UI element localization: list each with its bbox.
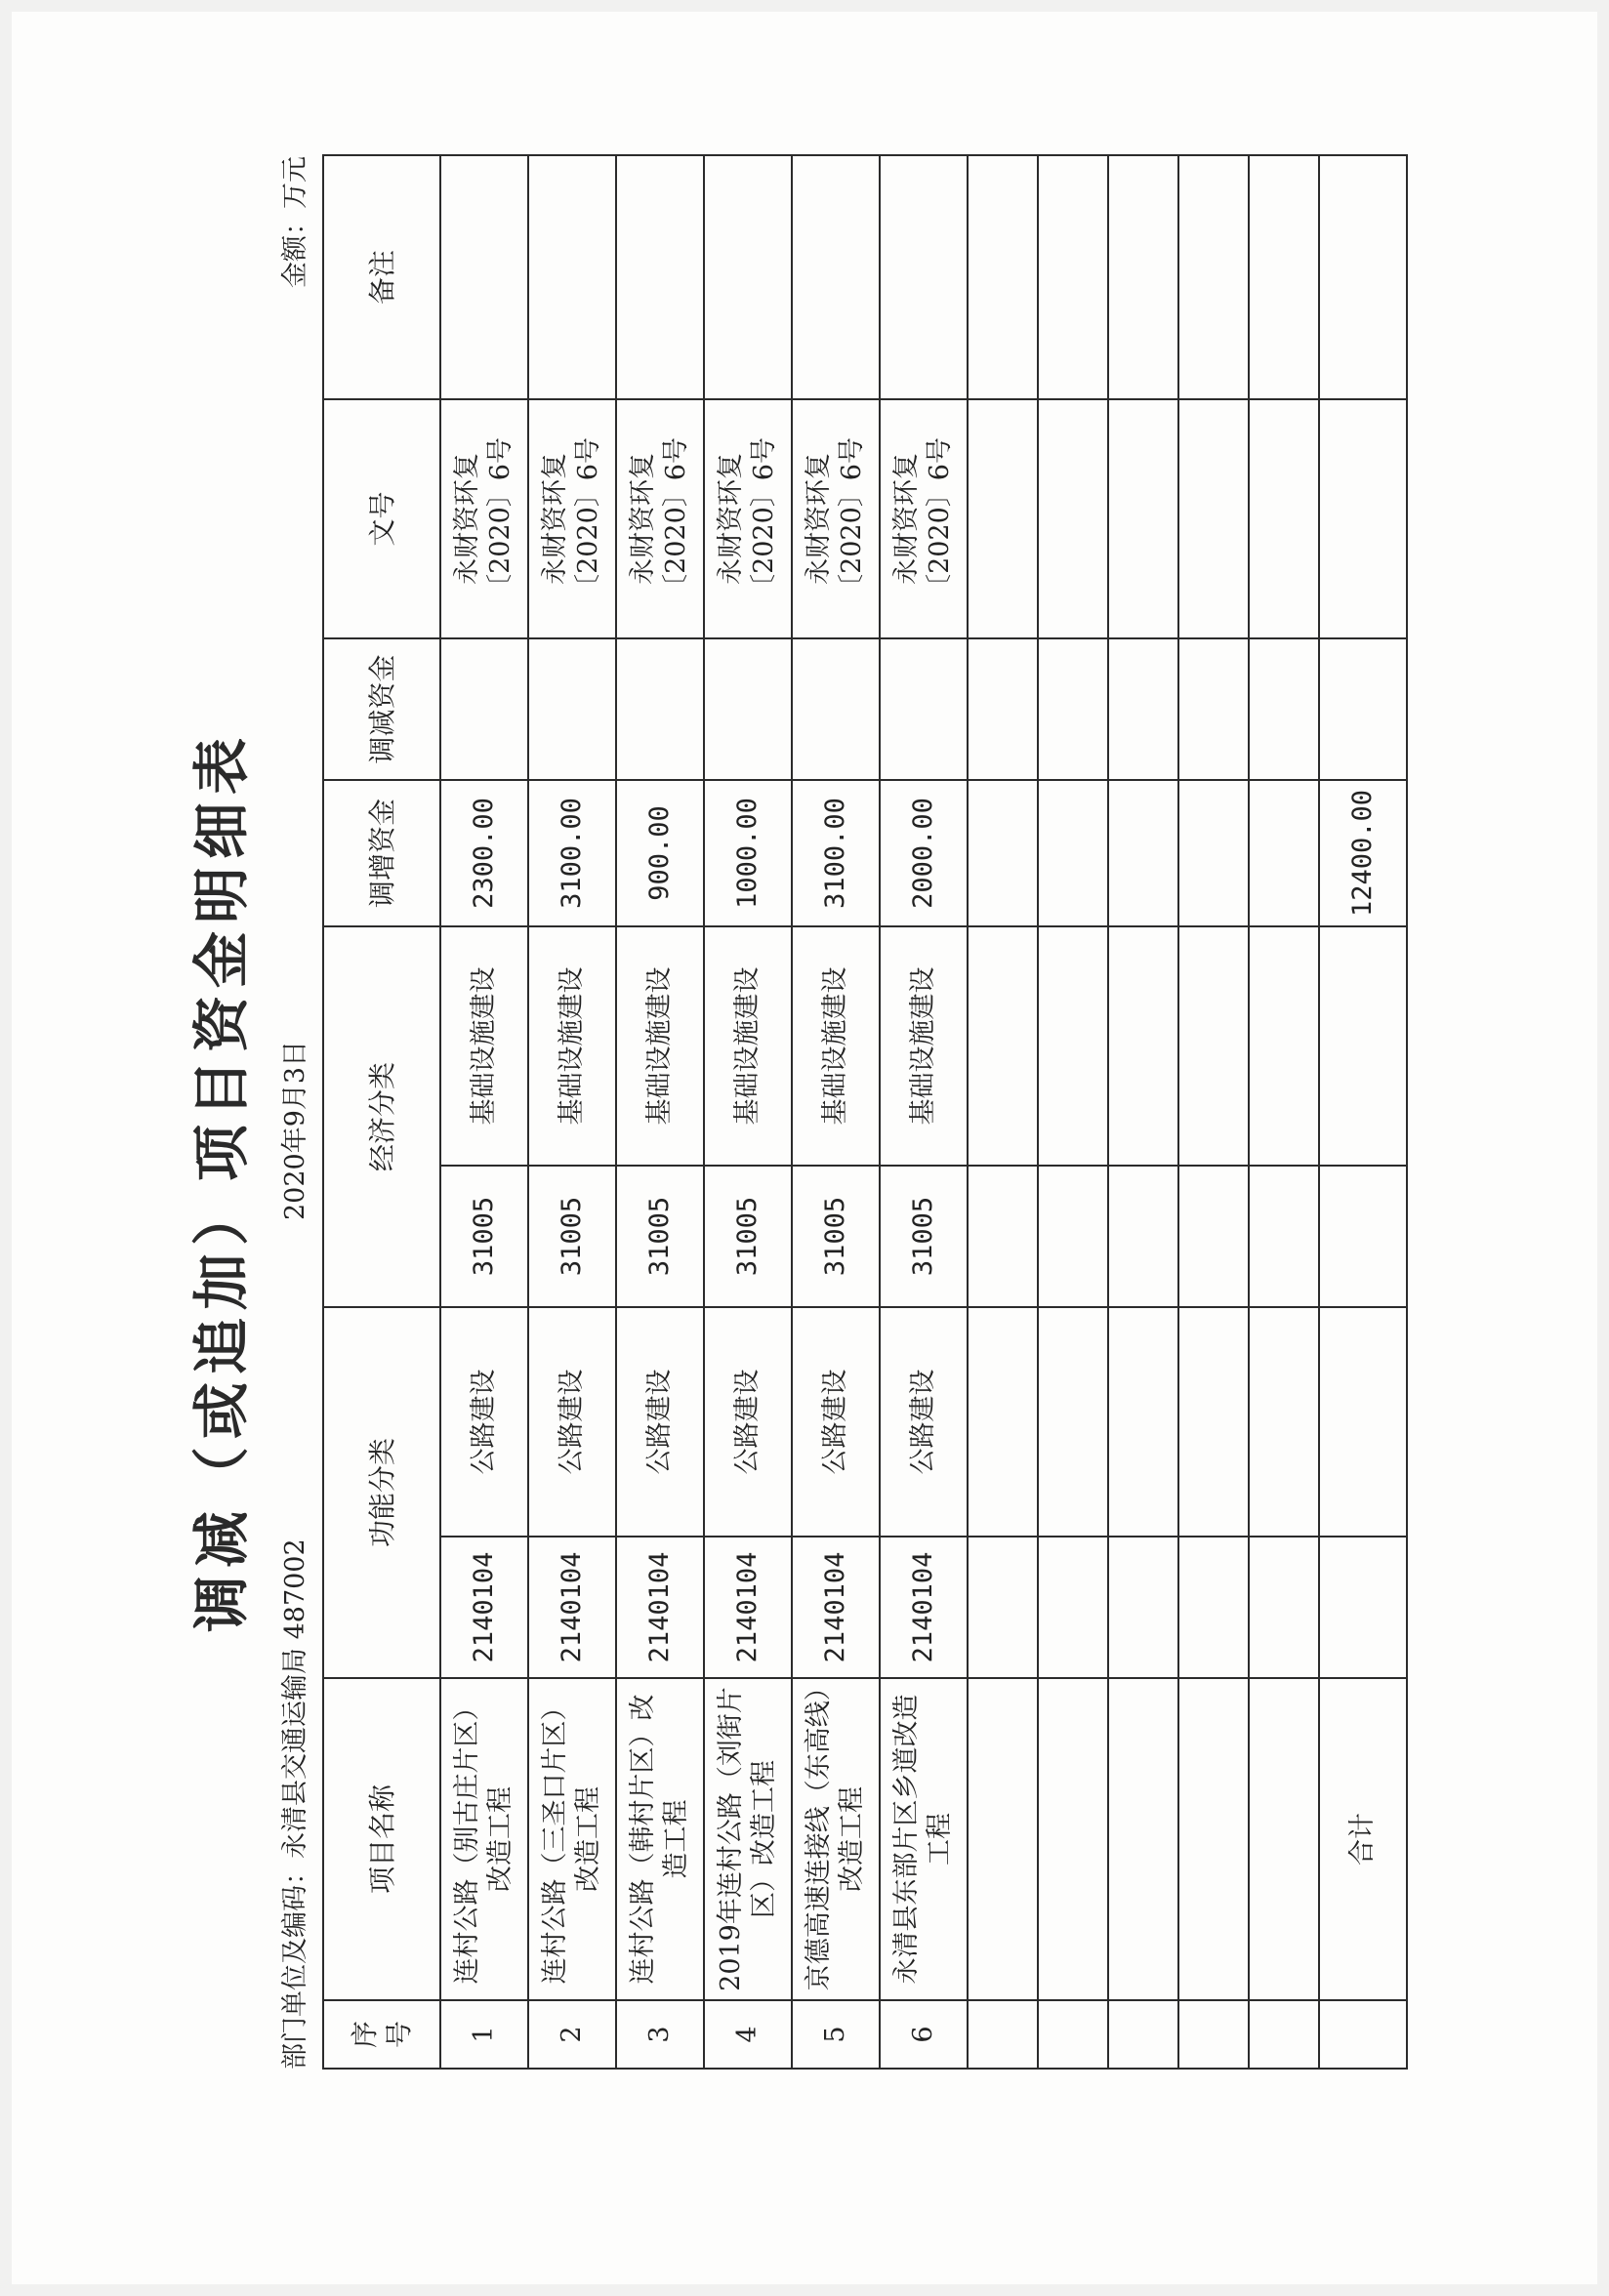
header-remark: 备注 [323, 155, 440, 399]
dept-info [273, 1538, 311, 2070]
table-row [880, 155, 968, 2069]
header-doc-no: 文号 [323, 399, 440, 638]
cell-remark [440, 155, 528, 399]
cell-func-name: 公路建设 [616, 1307, 704, 1537]
table-row [616, 155, 704, 2069]
cell-func-code: 2140104 [880, 1537, 968, 1678]
header-decrease: 调减资金 [323, 638, 440, 780]
cell-econ-code: 31005 [792, 1166, 880, 1307]
cell-seq: 3 [616, 2000, 704, 2069]
fund-detail-table [322, 154, 1408, 2070]
cell-project-name: 连村公路（韩村片区）改造工程 [616, 1678, 704, 2000]
dept-value: 永清县交通运输局 487002 [280, 1538, 310, 1859]
total-label: 合计 [1319, 1678, 1407, 2000]
cell-remark [528, 155, 616, 399]
cell-doc-no: 永财资环复〔2020〕6号 [792, 399, 880, 638]
amount-unit: 金额：万元 [280, 156, 310, 288]
table-row [792, 155, 880, 2069]
cell-econ-code: 31005 [880, 1166, 968, 1307]
empty-row [1249, 155, 1319, 2069]
table-row [440, 155, 528, 2069]
empty-row [1108, 155, 1178, 2069]
page-title: 调减（或追加）项目资金明细表 [188, 730, 255, 1633]
cell-increase: 2300.00 [440, 780, 528, 926]
cell-doc-no: 永财资环复〔2020〕6号 [528, 399, 616, 638]
cell-func-name: 公路建设 [704, 1307, 792, 1537]
header-name: 项目名称 [323, 1678, 440, 2000]
document-sheet [176, 98, 1582, 2109]
cell-project-name: 连村公路（别古庄片区）改造工程 [440, 1678, 528, 2000]
cell-econ-name: 基础设施建设 [528, 926, 616, 1166]
table-header-row [323, 155, 440, 2069]
cell-func-code: 2140104 [528, 1537, 616, 1678]
cell-decrease [880, 638, 968, 780]
total-row [1319, 155, 1407, 2069]
cell-increase: 3100.00 [792, 780, 880, 926]
cell-seq: 1 [440, 2000, 528, 2069]
cell-econ-name: 基础设施建设 [440, 926, 528, 1166]
cell-increase: 1000.00 [704, 780, 792, 926]
cell-func-name: 公路建设 [880, 1307, 968, 1537]
cell-econ-name: 基础设施建设 [704, 926, 792, 1166]
cell-func-code: 2140104 [616, 1537, 704, 1678]
cell-econ-code: 31005 [616, 1166, 704, 1307]
cell-func-code: 2140104 [704, 1537, 792, 1678]
cell-increase: 900.00 [616, 780, 704, 926]
cell-project-name: 连村公路（三圣口片区）改造工程 [528, 1678, 616, 2000]
empty-row [1178, 155, 1249, 2069]
cell-decrease [704, 638, 792, 780]
cell-doc-no: 永财资环复〔2020〕6号 [616, 399, 704, 638]
cell-remark [792, 155, 880, 399]
cell-econ-code: 31005 [528, 1166, 616, 1307]
cell-func-code: 2140104 [792, 1537, 880, 1678]
cell-func-code: 2140104 [440, 1537, 528, 1678]
cell-increase: 3100.00 [528, 780, 616, 926]
cell-func-name: 公路建设 [792, 1307, 880, 1537]
cell-remark [880, 155, 968, 399]
cell-decrease [616, 638, 704, 780]
table-row [704, 155, 792, 2069]
cell-econ-code: 31005 [704, 1166, 792, 1307]
header-seq: 序号 [323, 2000, 440, 2069]
cell-seq: 5 [792, 2000, 880, 2069]
table-row [528, 155, 616, 2069]
cell-doc-no: 永财资环复〔2020〕6号 [440, 399, 528, 638]
cell-remark [616, 155, 704, 399]
cell-seq: 4 [704, 2000, 792, 2069]
document-date: 2020年9月3日 [280, 1040, 310, 1220]
cell-decrease [440, 638, 528, 780]
header-func: 功能分类 [323, 1307, 440, 1678]
header-increase: 调增资金 [323, 780, 440, 926]
cell-econ-name: 基础设施建设 [880, 926, 968, 1166]
cell-project-name: 永清县东部片区乡道改造工程 [880, 1678, 968, 2000]
cell-doc-no: 永财资环复〔2020〕6号 [880, 399, 968, 638]
cell-decrease [528, 638, 616, 780]
empty-row [1038, 155, 1108, 2069]
empty-row [968, 155, 1038, 2069]
header-econ: 经济分类 [323, 926, 440, 1307]
cell-decrease [792, 638, 880, 780]
cell-seq: 6 [880, 2000, 968, 2069]
cell-econ-name: 基础设施建设 [616, 926, 704, 1166]
cell-remark [704, 155, 792, 399]
cell-project-name: 京德高速连接线（东高线）改造工程 [792, 1678, 880, 2000]
cell-increase: 2000.00 [880, 780, 968, 926]
cell-project-name: 2019年连村公路（刘街片区）改造工程 [704, 1678, 792, 2000]
cell-econ-code: 31005 [440, 1166, 528, 1307]
cell-econ-name: 基础设施建设 [792, 926, 880, 1166]
dept-label: 部门单位及编码： [280, 1859, 310, 2070]
cell-func-name: 公路建设 [440, 1307, 528, 1537]
cell-func-name: 公路建设 [528, 1307, 616, 1537]
total-increase: 12400.00 [1319, 780, 1407, 926]
cell-seq: 2 [528, 2000, 616, 2069]
cell-doc-no: 永财资环复〔2020〕6号 [704, 399, 792, 638]
